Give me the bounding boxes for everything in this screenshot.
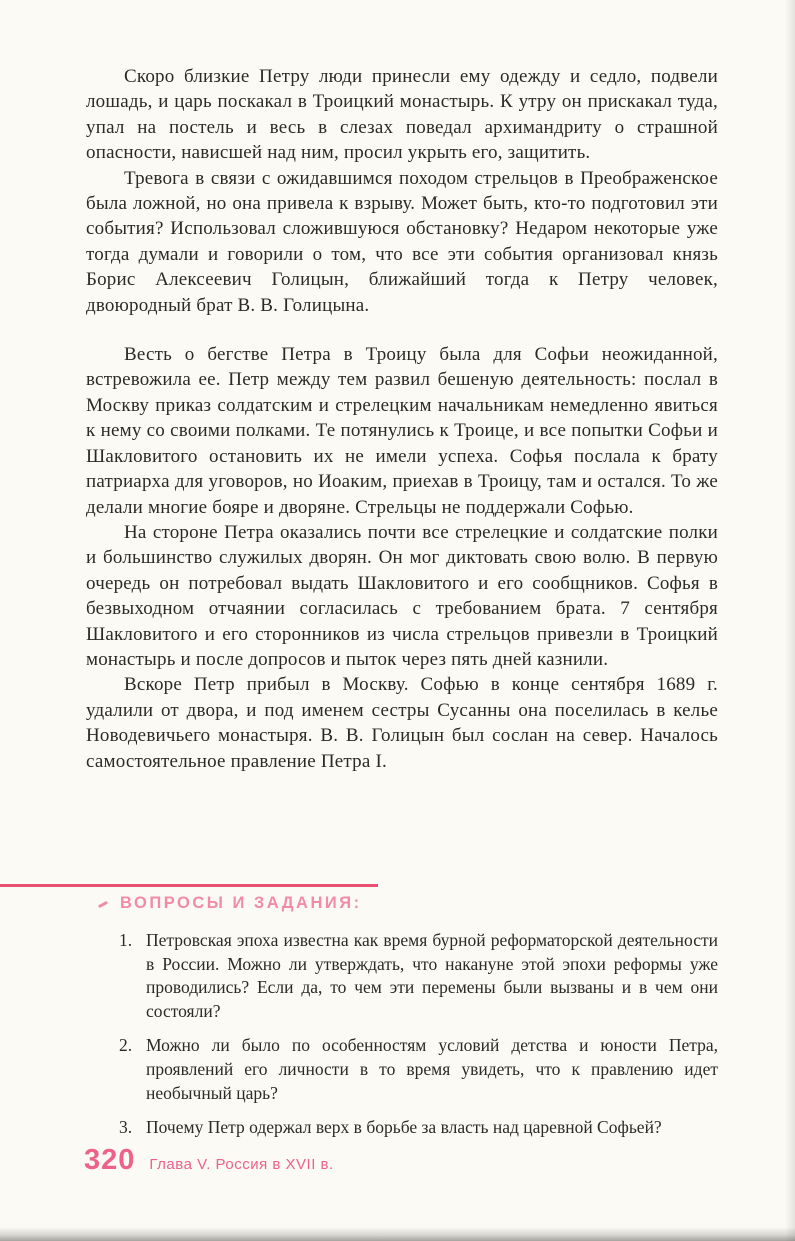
question-item bbox=[86, 1116, 718, 1140]
page-body bbox=[86, 64, 718, 774]
question-number: 1. bbox=[119, 930, 133, 950]
page-number: 320 bbox=[84, 1144, 136, 1176]
question-number: 2. bbox=[119, 1035, 133, 1056]
intro-paragraphs bbox=[86, 64, 718, 318]
questions-heading-row bbox=[86, 894, 718, 913]
paragraph: Тревога в связи с ожидавшимся походом стрельцов в Преображенское была ложной, но она привела к взрыву. Может быть, кто-то подготовил эти события? Использовал сложившуюся обстановку? Недаром некоторые уже тогда думали и говорили о том, что все эти события организовал князь Борис Алексеевич Голицын, ближайший тогда к Петру человек, двоюродный брат В. В. Голицына. bbox=[86, 167, 718, 316]
question-item bbox=[86, 1034, 718, 1105]
question-number: 3. bbox=[119, 1117, 133, 1138]
paragraph: На стороне Петра оказались почти все стрелецкие и солдатские полки и большинство служилых дворян. Он мог диктовать свою волю. В первую очередь он потребовал выдать Шакловитого и его сообщников. Софья в безвыходном отчаянии согласилась с требованием брата. 7 сентября Шакловитого и его сторонников из числа стрельцов привезли в Троицкий монастырь и после допросов и пыток через пять дней казнили. bbox=[86, 521, 718, 670]
questions-section bbox=[86, 894, 718, 1151]
chapter-label: Глава V. Россия в XVII в. bbox=[149, 1156, 334, 1173]
page-footer bbox=[84, 1144, 334, 1177]
question-text: Петровская эпоха известна как время бурной реформаторской деятельности в России. Можно ли утверждать, что накануне этой эпохи реформы уже проводились? Если да, то чем эти перемены были вызваны и в чем они состояли? bbox=[146, 930, 718, 1021]
questions-list bbox=[86, 929, 718, 1140]
heading-tick-icon bbox=[98, 901, 108, 908]
question-item bbox=[86, 929, 718, 1023]
section-divider bbox=[0, 884, 378, 887]
question-text: Можно ли было по особенностям условий детства и юности Петра, проявлений его личности в то время увидеть, что к правлению идет необычный царь? bbox=[146, 1035, 718, 1103]
paragraph: Вскоре Петр прибыл в Москву. Софью в конце сентября 1689 г. удалили от двора, и под именем сестры Сусанны она поселилась в келье Новодевичьего монастыря. В. В. Голицын был сослан на север. Началось самостоятельное правление Петра I. bbox=[86, 674, 718, 772]
main-paragraphs bbox=[86, 342, 718, 774]
question-text: Почему Петр одержал верх в борьбе за власть над царевной Софьей? bbox=[146, 1117, 662, 1138]
paragraph: Скоро близкие Петру люди принесли ему одежду и седло, подвели лошадь, и царь поскакал в Троицкий монастырь. К утру он прискакал туда, упал на постель и весь в слезах поведал архимандриту о страшной опасности, нависшей над ним, просил укрыть его, защитить. bbox=[86, 66, 718, 164]
paragraph: Весть о бегстве Петра в Троицу была для Софьи неожиданной, встревожила ее. Петр между тем развил бешеную деятельность: послал в Москву приказ солдатским и стрелецким начальникам немедленно явиться к нему со своими полками. Те потянулись к Троице, и все попытки Софьи и Шакловитого остановить их не имели успеха. Софья послала к брату патриарха для уговоров, но Иоаким, приехав в Троицу, там и остался. То же делали многие бояре и дворяне. Стрельцы не поддержали Софью. bbox=[86, 344, 718, 518]
questions-heading: ВОПРОСЫ И ЗАДАНИЯ: bbox=[120, 894, 362, 912]
